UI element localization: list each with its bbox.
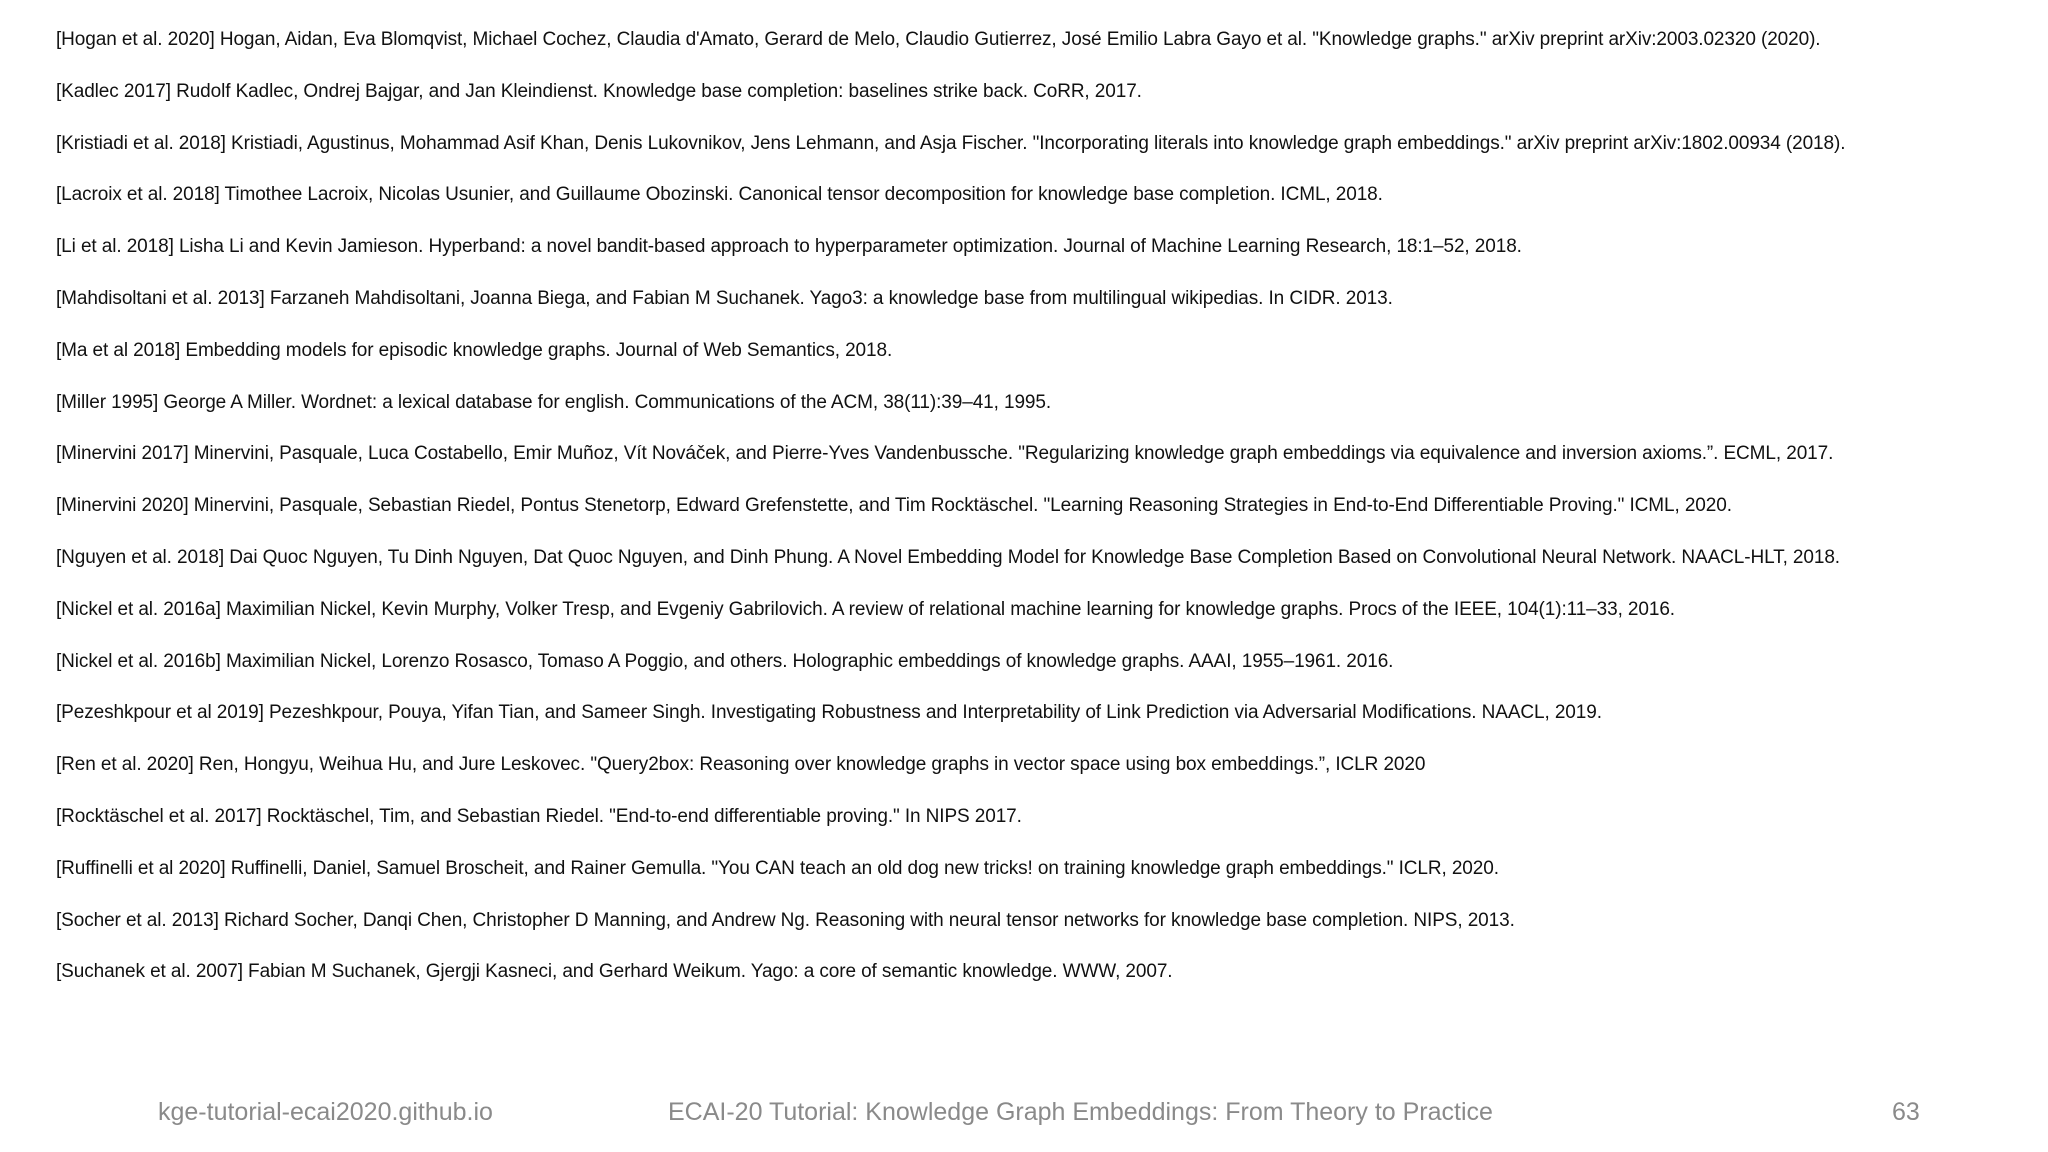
reference-item: [Miller 1995] George A Miller. Wordnet: a lexical database for english. Communications of the ACM, 38(11):39–41, 1995. — [56, 391, 1052, 413]
reference-item: [Nickel et al. 2016b] Maximilian Nickel, Lorenzo Rosasco, Tomaso A Poggio, and others. Holographic embeddings of knowledge graphs. AAAI, 1955–1961. 2016. — [56, 650, 1394, 672]
reference-item: [Hogan et al. 2020] Hogan, Aidan, Eva Blomqvist, Michael Cochez, Claudia d'Amato, Gerard de Melo, Claudio Gutierrez, José Emilio Labra Gayo et al. "Knowledge graphs." arXiv preprint arXiv:2003.02320 (2020). — [56, 29, 1821, 50]
reference-item: [Nickel et al. 2016a] Maximilian Nickel, Kevin Murphy, Volker Tresp, and Evgeniy Gabrilovich. A review of relational machine learning for knowledge graphs. Procs of the IEEE, 104(1):11–33, 2016. — [56, 598, 1675, 620]
reference-item: [Kadlec 2017] Rudolf Kadlec, Ondrej Bajgar, and Jan Kleindienst. Knowledge base completion: baselines strike back. CoRR, 2017. — [56, 80, 1142, 102]
reference-item: [Kristiadi et al. 2018] Kristiadi, Agustinus, Mohammad Asif Khan, Denis Lukovnikov, Jens Lehmann, and Asja Fischer. "Incorporating literals into knowledge graph embeddings." arXiv preprint arXiv:1802.00934 (2018). — [56, 132, 1846, 154]
reference-item: [Rocktäschel et al. 2017] Rocktäschel, Tim, and Sebastian Riedel. "End-to-end differentiable proving." In NIPS 2017. — [56, 805, 1022, 827]
reference-item: [Li et al. 2018] Lisha Li and Kevin Jamieson. Hyperband: a novel bandit-based approach to hyperparameter optimization. Journal of Machine Learning Research, 18:1–52, 2018. — [56, 236, 1522, 258]
reference-item: [Mahdisoltani et al. 2013] Farzaneh Mahdisoltani, Joanna Biega, and Fabian M Suchanek. Yago3: a knowledge base from multilingual wikipedias. In CIDR. 2013. — [56, 287, 1393, 309]
reference-item: [Lacroix et al. 2018] Timothee Lacroix, Nicolas Usunier, and Guillaume Obozinski. Canonical tensor decomposition for knowledge base completion. ICML, 2018. — [56, 184, 1383, 206]
page-number: 63 — [1892, 1098, 1920, 1126]
reference-item: [Minervini 2017] Minervini, Pasquale, Luca Costabello, Emir Muñoz, Vít Nováček, and Pierre-Yves Vandenbussche. "Regularizing knowledge graph embeddings via equivalence and inversion axioms.”. ECML, 2017. — [56, 443, 1834, 465]
reference-item: [Pezeshkpour et al 2019] Pezeshkpour, Pouya, Yifan Tian, and Sameer Singh. Investigating Robustness and Interpretability of Link Prediction via Adversarial Modifications. NAACL, 2019. — [56, 702, 1602, 724]
reference-list — [56, 28, 2016, 1012]
reference-item: [Ruffinelli et al 2020] Ruffinelli, Daniel, Samuel Broscheit, and Rainer Gemulla. "You CAN teach an old dog new tricks! on training knowledge graph embeddings." ICLR, 2020. — [56, 857, 1499, 879]
footer-url[interactable]: kge-tutorial-ecai2020.github.io — [158, 1098, 493, 1126]
reference-item: [Socher et al. 2013] Richard Socher, Danqi Chen, Christopher D Manning, and Andrew Ng. Reasoning with neural tensor networks for knowledge base completion. NIPS, 2013. — [56, 909, 1515, 931]
reference-item: [Ren et al. 2020] Ren, Hongyu, Weihua Hu, and Jure Leskovec. "Query2box: Reasoning over knowledge graphs in vector space using box embeddings.”, ICLR 2020 — [56, 754, 1426, 776]
reference-item: [Suchanek et al. 2007] Fabian M Suchanek, Gjergji Kasneci, and Gerhard Weikum. Yago: a core of semantic knowledge. WWW, 2007. — [56, 961, 1173, 983]
footer-title: ECAI-20 Tutorial: Knowledge Graph Embeddings: From Theory to Practice — [668, 1098, 1493, 1126]
reference-item: [Nguyen et al. 2018] Dai Quoc Nguyen, Tu Dinh Nguyen, Dat Quoc Nguyen, and Dinh Phung. A Novel Embedding Model for Knowledge Base Completion Based on Convolutional Neural Network. NAACL-HLT, 2018. — [56, 546, 1840, 568]
reference-item: [Minervini 2020] Minervini, Pasquale, Sebastian Riedel, Pontus Stenetorp, Edward Grefenstette, and Tim Rocktäschel. "Learning Reasoning Strategies in End-to-End Differentiable Proving." ICML, 2020. — [56, 495, 1732, 517]
reference-item: [Ma et al 2018] Embedding models for episodic knowledge graphs. Journal of Web Semantics, 2018. — [56, 339, 893, 361]
